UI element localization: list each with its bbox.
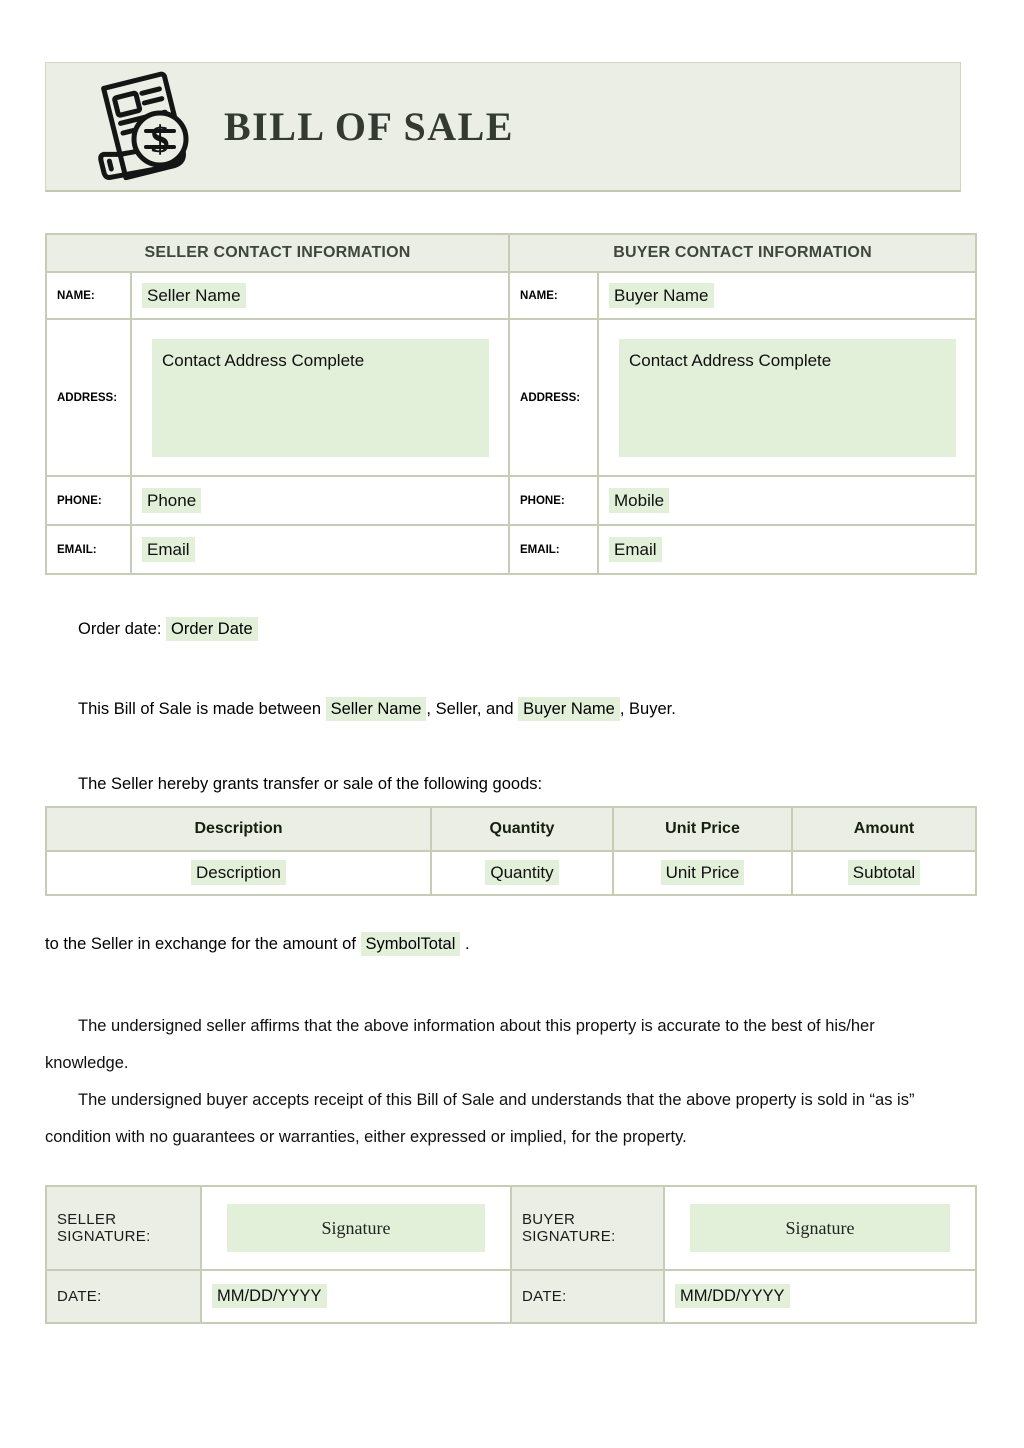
intro-buyer-name-field[interactable]: Buyer Name bbox=[518, 697, 620, 721]
buyer-address-field[interactable]: Contact Address Complete bbox=[619, 339, 956, 457]
intro-middle: , Seller, and bbox=[426, 700, 519, 718]
exchange-total-field[interactable]: SymbolTotal bbox=[361, 932, 461, 956]
seller-phone-field[interactable]: Phone bbox=[142, 488, 201, 513]
seller-signature-label: SELLER SIGNATURE: bbox=[46, 1186, 201, 1270]
intro-seller-name-field[interactable]: Seller Name bbox=[326, 697, 427, 721]
buyer-date-field[interactable]: MM/DD/YYYY bbox=[675, 1284, 790, 1308]
order-date-label: Order date: bbox=[78, 620, 167, 638]
buyer-signature-field[interactable]: Signature bbox=[690, 1204, 950, 1252]
goods-unit-price-field[interactable]: Unit Price bbox=[661, 860, 745, 885]
seller-email-label: EMAIL: bbox=[46, 525, 131, 574]
buyer-email-label: EMAIL: bbox=[509, 525, 598, 574]
contact-info-table bbox=[45, 233, 977, 575]
goods-subtotal-field[interactable]: Subtotal bbox=[848, 860, 920, 885]
seller-signature-field[interactable]: Signature bbox=[227, 1204, 486, 1252]
goods-col-description: Description bbox=[46, 807, 431, 851]
intro-suffix: , Buyer. bbox=[619, 700, 676, 718]
buyer-affirmation: The undersigned buyer accepts receipt of this Bill of Sale and understands that the above property is sold in “as is” condition with no guarantees or warranties, either expressed or implied, for the property. bbox=[45, 1091, 915, 1146]
goods-table bbox=[45, 806, 977, 896]
goods-header-row bbox=[46, 807, 976, 851]
buyer-date-label: DATE: bbox=[511, 1270, 664, 1323]
goods-col-unit-price: Unit Price bbox=[613, 807, 792, 851]
goods-col-quantity: Quantity bbox=[431, 807, 613, 851]
seller-phone-label: PHONE: bbox=[46, 476, 131, 525]
goods-col-amount: Amount bbox=[792, 807, 976, 851]
buyer-signature-label: BUYER SIGNATURE: bbox=[511, 1186, 664, 1270]
goods-data-row bbox=[46, 851, 976, 895]
seller-address-field[interactable]: Contact Address Complete bbox=[152, 339, 489, 457]
goods-description-field[interactable]: Description bbox=[191, 860, 286, 885]
seller-name-label: NAME: bbox=[46, 272, 131, 319]
buyer-name-label: NAME: bbox=[509, 272, 598, 319]
intro-sentence bbox=[45, 700, 676, 719]
seller-date-field[interactable]: MM/DD/YYYY bbox=[212, 1284, 327, 1308]
intro-prefix: This Bill of Sale is made between bbox=[78, 700, 326, 718]
buyer-address-label: ADDRESS: bbox=[509, 319, 598, 476]
order-date-line bbox=[45, 620, 258, 639]
seller-address-label: ADDRESS: bbox=[46, 319, 131, 476]
seller-name-field[interactable]: Seller Name bbox=[142, 283, 246, 308]
seller-date-label: DATE: bbox=[46, 1270, 201, 1323]
seller-email-field[interactable]: Email bbox=[142, 537, 195, 562]
receipt-dollar-icon bbox=[84, 67, 194, 187]
exchange-sentence bbox=[45, 935, 470, 954]
goods-quantity-field[interactable]: Quantity bbox=[485, 860, 558, 885]
order-date-field[interactable]: Order Date bbox=[166, 617, 258, 641]
svg-text:$: $ bbox=[150, 118, 170, 161]
document-header bbox=[45, 62, 961, 192]
buyer-email-field[interactable]: Email bbox=[609, 537, 662, 562]
buyer-phone-field[interactable]: Mobile bbox=[609, 488, 669, 513]
seller-affirmation: The undersigned seller affirms that the above information about this property is accurate to the best of his/her knowledge. bbox=[45, 1017, 875, 1072]
grant-sentence: The Seller hereby grants transfer or sale of the following goods: bbox=[78, 775, 543, 793]
exchange-suffix: . bbox=[460, 935, 470, 953]
affirmation-paragraphs bbox=[45, 1008, 950, 1156]
signature-table bbox=[45, 1185, 977, 1324]
page-title: BILL OF SALE bbox=[224, 104, 514, 149]
buyer-phone-label: PHONE: bbox=[509, 476, 598, 525]
exchange-prefix: to the Seller in exchange for the amount of bbox=[45, 935, 361, 953]
seller-section-header: SELLER CONTACT INFORMATION bbox=[46, 234, 509, 272]
buyer-section-header: BUYER CONTACT INFORMATION bbox=[509, 234, 976, 272]
buyer-name-field[interactable]: Buyer Name bbox=[609, 283, 713, 308]
